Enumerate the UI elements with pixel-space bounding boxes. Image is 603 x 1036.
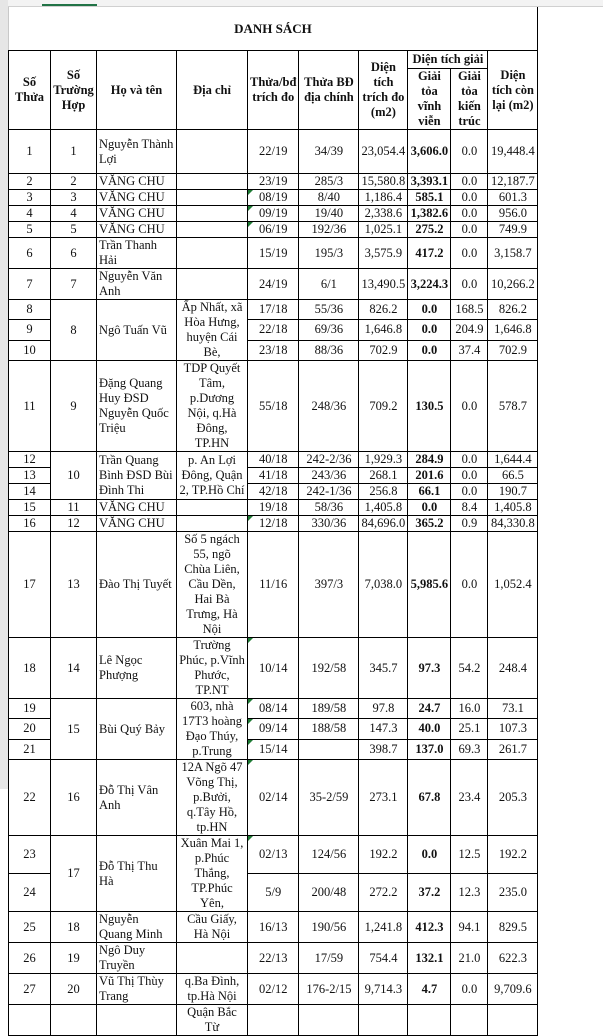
cell-ho-ten[interactable]: Bùi Quý Bảy — [97, 699, 177, 760]
cell-giai-toa-kien-truc[interactable]: 0.0 — [451, 361, 488, 452]
cell-dia-chi[interactable] — [177, 174, 248, 190]
cell-dien-tich-trich-do[interactable]: 1,646.8 — [359, 320, 408, 340]
cell-so-thua[interactable]: 18 — [9, 638, 51, 699]
cell-dien-tich-trich-do[interactable]: 1,186.4 — [359, 190, 408, 206]
cell-giai-toa-vinh-vien[interactable]: 585.1 — [408, 190, 451, 206]
cell-thua-trich-do[interactable]: 42/18 — [248, 484, 299, 500]
cell-thua-trich-do[interactable]: 23/18 — [248, 340, 299, 360]
cell-dien-tich-con-lai[interactable]: 622.3 — [488, 943, 538, 974]
cell-giai-toa-kien-truc[interactable]: 0.0 — [451, 468, 488, 484]
cell-ho-ten[interactable]: Ngô Duy Truyền — [97, 943, 177, 974]
cell-dien-tich-trich-do[interactable]: 702.9 — [359, 340, 408, 360]
cell-so-thua[interactable]: 1 — [9, 130, 51, 174]
cell-so-truong-hop[interactable]: 3 — [51, 190, 97, 206]
cell-dien-tich-con-lai[interactable]: 73.1 — [488, 699, 538, 719]
cell-thua-trich-do[interactable]: 40/18 — [248, 452, 299, 468]
cell-thua-trich-do[interactable]: 41/18 — [248, 468, 299, 484]
cell-thua-dia-chinh[interactable]: 242-1/36 — [299, 484, 359, 500]
land-table — [8, 7, 538, 1036]
cell-dia-chi[interactable]: Cầu Giấy, Hà Nội — [177, 912, 248, 943]
cell-dien-tich-con-lai[interactable]: 1,646.8 — [488, 320, 538, 340]
cell-thua-dia-chinh[interactable]: 35-2/59 — [299, 760, 359, 836]
cell-thua-dia-chinh[interactable]: 176-2/15 — [299, 974, 359, 1005]
cell-giai-toa-vinh-vien[interactable]: 275.2 — [408, 222, 451, 238]
table-row — [9, 516, 538, 532]
cell-thua-dia-chinh[interactable]: 69/36 — [299, 320, 359, 340]
header-so-thua: Số Thửa — [9, 51, 51, 130]
cell-so-thua[interactable]: 7 — [9, 269, 51, 300]
cell-giai-toa-vinh-vien[interactable]: 0.0 — [408, 500, 451, 516]
cell-dia-chi[interactable]: Xuân Mai 1, p.Phúc Thắng, TP.Phúc Yên, — [177, 836, 248, 912]
cell-thua-dia-chinh[interactable]: 124/56 — [299, 836, 359, 874]
cell-so-truong-hop[interactable]: 4 — [51, 206, 97, 222]
cell-giai-toa-kien-truc[interactable]: 23.4 — [451, 760, 488, 836]
cell-thua-trich-do[interactable]: 15/14 — [248, 739, 299, 759]
cell-dien-tich-trich-do[interactable]: 2,338.6 — [359, 206, 408, 222]
cell-so-thua[interactable]: 26 — [9, 943, 51, 974]
cell-thua-dia-chinh[interactable]: 190/56 — [299, 912, 359, 943]
table-row — [9, 269, 538, 300]
cell-dia-chi[interactable]: p. An Lợi Đông, Quận 2, TP.Hồ Chí — [177, 452, 248, 500]
cell-giai-toa-kien-truc[interactable]: 21.0 — [451, 943, 488, 974]
cell-dia-chi[interactable]: Ấp Nhất, xã Hòa Hưng, huyện Cái Bè, — [177, 300, 248, 361]
cell-ho-ten[interactable]: Vũ Thị Thùy Trang — [97, 974, 177, 1005]
table-row — [9, 699, 538, 719]
cell-so-truong-hop[interactable]: 18 — [51, 912, 97, 943]
cell-empty[interactable] — [408, 1005, 451, 1036]
cell-thua-dia-chinh[interactable]: 55/36 — [299, 300, 359, 320]
cell-ho-ten[interactable]: VĂNG CHU — [97, 174, 177, 190]
cell-dien-tich-trich-do[interactable]: 273.1 — [359, 760, 408, 836]
cell-so-truong-hop[interactable]: 14 — [51, 638, 97, 699]
cell-dia-chi[interactable] — [177, 238, 248, 269]
cell-so-thua[interactable]: 22 — [9, 760, 51, 836]
cell-thua-dia-chinh[interactable]: 8/40 — [299, 190, 359, 206]
cell-thua-dia-chinh[interactable]: 195/3 — [299, 238, 359, 269]
cell-giai-toa-kien-truc[interactable]: 0.0 — [451, 174, 488, 190]
cell-ho-ten[interactable]: Nguyễn Văn Anh — [97, 269, 177, 300]
cell-dien-tich-con-lai[interactable]: 235.0 — [488, 874, 538, 912]
cell-dien-tich-trich-do[interactable]: 3,575.9 — [359, 238, 408, 269]
cell-so-truong-hop[interactable]: 6 — [51, 238, 97, 269]
cell-dia-chi[interactable]: 603, nhà 17T3 hoàng Đạo Thúy, p.Trung — [177, 699, 248, 760]
table-row — [9, 974, 538, 1005]
cell-so-thua[interactable]: 4 — [9, 206, 51, 222]
table-row — [9, 452, 538, 468]
cell-ho-ten[interactable]: Ngô Tuấn Vũ — [97, 300, 177, 361]
table-row — [9, 532, 538, 638]
header-giai-toa-vinh-vien: Giải tỏa vĩnh viễn — [408, 69, 451, 130]
cell-dia-chi[interactable] — [177, 206, 248, 222]
cell-thua-dia-chinh[interactable]: 17/59 — [299, 943, 359, 974]
column-header-strip[interactable] — [8, 0, 603, 7]
cell-so-thua[interactable]: 5 — [9, 222, 51, 238]
cell-dien-tich-con-lai[interactable]: 1,644.4 — [488, 452, 538, 468]
cell-giai-toa-vinh-vien[interactable]: 3,393.1 — [408, 174, 451, 190]
cell-dien-tich-trich-do[interactable]: 256.8 — [359, 484, 408, 500]
cell-thua-trich-do[interactable]: 23/19 — [248, 174, 299, 190]
cell-giai-toa-vinh-vien[interactable]: 67.8 — [408, 760, 451, 836]
table-row — [9, 190, 538, 206]
cell-thua-trich-do[interactable]: 5/9 — [248, 874, 299, 912]
cell-dia-chi[interactable]: Quận Bắc Từ — [177, 1005, 248, 1036]
cell-giai-toa-kien-truc[interactable]: 0.0 — [451, 974, 488, 1005]
cell-giai-toa-kien-truc[interactable]: 168.5 — [451, 300, 488, 320]
cell-dia-chi[interactable]: q.Ba Đình, tp.Hà Nội — [177, 974, 248, 1005]
cell-thua-dia-chinh[interactable]: 189/58 — [299, 699, 359, 719]
header-giai-toa-kien-truc: Giải tỏa kiến trúc — [451, 69, 488, 130]
cell-thua-trich-do[interactable]: 55/18 — [248, 361, 299, 452]
cell-thua-dia-chinh[interactable]: 88/36 — [299, 340, 359, 360]
cell-giai-toa-vinh-vien[interactable]: 1,382.6 — [408, 206, 451, 222]
table-row — [9, 206, 538, 222]
cell-dien-tich-trich-do[interactable]: 268.1 — [359, 468, 408, 484]
cell-dien-tich-trich-do[interactable]: 15,580.8 — [359, 174, 408, 190]
cell-so-thua[interactable]: 25 — [9, 912, 51, 943]
cell-dien-tich-con-lai[interactable]: 19,448.4 — [488, 130, 538, 174]
cell-so-truong-hop[interactable]: 2 — [51, 174, 97, 190]
cell-giai-toa-kien-truc[interactable]: 0.0 — [451, 452, 488, 468]
cell-so-thua[interactable]: 20 — [9, 719, 51, 739]
cell-giai-toa-kien-truc[interactable]: 8.4 — [451, 500, 488, 516]
cell-giai-toa-vinh-vien[interactable]: 3,224.3 — [408, 269, 451, 300]
cell-giai-toa-kien-truc[interactable]: 12.5 — [451, 836, 488, 874]
cell-giai-toa-vinh-vien[interactable]: 132.1 — [408, 943, 451, 974]
cell-dia-chi[interactable]: Số 5 ngách 55, ngõ Chùa Liên, Cầu Dền, Hai Bà Trưng, Hà Nội — [177, 532, 248, 638]
cell-dien-tich-trich-do[interactable]: 7,038.0 — [359, 532, 408, 638]
cell-ho-ten[interactable]: Đỗ Thị Thu Hà — [97, 836, 177, 912]
cell-ho-ten[interactable]: Nguyễn Thành Lợi — [97, 130, 177, 174]
cell-so-truong-hop[interactable]: 17 — [51, 836, 97, 912]
cell-dien-tich-trich-do[interactable]: 754.4 — [359, 943, 408, 974]
cell-empty[interactable] — [248, 1005, 299, 1036]
cell-so-truong-hop[interactable]: 20 — [51, 974, 97, 1005]
table-row — [9, 760, 538, 836]
cell-so-thua[interactable]: 27 — [9, 974, 51, 1005]
cell-thua-trich-do[interactable]: 10/14 — [248, 638, 299, 699]
cell-giai-toa-vinh-vien[interactable]: 0.0 — [408, 836, 451, 874]
cell-giai-toa-kien-truc[interactable]: 0.0 — [451, 130, 488, 174]
cell-giai-toa-kien-truc[interactable]: 0.0 — [451, 206, 488, 222]
cell-so-thua[interactable]: 17 — [9, 532, 51, 638]
table-row — [9, 943, 538, 974]
cell-giai-toa-vinh-vien[interactable]: 284.9 — [408, 452, 451, 468]
table-row — [9, 300, 538, 320]
cell-thua-trich-do[interactable]: 02/13 — [248, 836, 299, 874]
cell-dien-tich-con-lai[interactable]: 107.3 — [488, 719, 538, 739]
cell-so-thua[interactable]: 11 — [9, 361, 51, 452]
cell-empty[interactable] — [51, 1005, 97, 1036]
cell-dien-tich-con-lai[interactable]: 190.7 — [488, 484, 538, 500]
cell-thua-trich-do[interactable]: 15/19 — [248, 238, 299, 269]
cell-giai-toa-kien-truc[interactable]: 12.3 — [451, 874, 488, 912]
cell-ho-ten[interactable]: Nguyễn Quang Minh — [97, 912, 177, 943]
cell-so-thua[interactable]: 16 — [9, 516, 51, 532]
cell-giai-toa-kien-truc[interactable]: 16.0 — [451, 699, 488, 719]
cell-so-truong-hop[interactable]: 1 — [51, 130, 97, 174]
table-row — [9, 836, 538, 874]
cell-thua-dia-chinh[interactable]: 242-2/36 — [299, 452, 359, 468]
cell-giai-toa-kien-truc[interactable]: 25.1 — [451, 719, 488, 739]
cell-dien-tich-trich-do[interactable]: 826.2 — [359, 300, 408, 320]
cell-dien-tich-con-lai[interactable]: 192.2 — [488, 836, 538, 874]
cell-dien-tich-trich-do[interactable]: 1,025.1 — [359, 222, 408, 238]
cell-dien-tich-trich-do[interactable]: 345.7 — [359, 638, 408, 699]
cell-thua-dia-chinh[interactable]: 6/1 — [299, 269, 359, 300]
cell-so-truong-hop[interactable]: 10 — [51, 452, 97, 500]
cell-so-thua[interactable]: 13 — [9, 468, 51, 484]
table-row — [9, 638, 538, 699]
cell-ho-ten[interactable]: Đào Thị Tuyết — [97, 532, 177, 638]
cell-giai-toa-kien-truc[interactable]: 204.9 — [451, 320, 488, 340]
cell-giai-toa-kien-truc[interactable]: 0.0 — [451, 269, 488, 300]
cell-giai-toa-kien-truc[interactable]: 37.4 — [451, 340, 488, 360]
cell-thua-dia-chinh[interactable]: 58/36 — [299, 500, 359, 516]
cell-so-thua[interactable]: 19 — [9, 699, 51, 719]
cell-thua-trich-do[interactable]: 08/14 — [248, 699, 299, 719]
cell-dien-tich-trich-do[interactable]: 192.2 — [359, 836, 408, 874]
cell-dien-tich-trich-do[interactable]: 147.3 — [359, 719, 408, 739]
cell-empty[interactable] — [488, 1005, 538, 1036]
cell-giai-toa-kien-truc[interactable]: 0.0 — [451, 238, 488, 269]
cell-ho-ten[interactable]: Đặng Quang Huy ĐSD Nguyễn Quốc Triệu — [97, 361, 177, 452]
cell-thua-dia-chinh[interactable]: 34/39 — [299, 130, 359, 174]
cell-thua-trich-do[interactable]: 02/14 — [248, 760, 299, 836]
cell-ho-ten[interactable]: Trần Thanh Hải — [97, 238, 177, 269]
cell-dien-tich-con-lai[interactable]: 956.0 — [488, 206, 538, 222]
cell-dien-tich-con-lai[interactable]: 9,709.6 — [488, 974, 538, 1005]
cell-giai-toa-vinh-vien[interactable]: 412.3 — [408, 912, 451, 943]
cell-dien-tich-trich-do[interactable]: 23,054.4 — [359, 130, 408, 174]
cell-ho-ten[interactable]: VĂNG CHU — [97, 190, 177, 206]
cell-thua-dia-chinh[interactable]: 248/36 — [299, 361, 359, 452]
cell-giai-toa-kien-truc[interactable]: 0.0 — [451, 532, 488, 638]
cell-ho-ten[interactable]: VĂNG CHU — [97, 206, 177, 222]
cell-so-truong-hop[interactable]: 15 — [51, 699, 97, 760]
cell-so-truong-hop[interactable]: 11 — [51, 500, 97, 516]
cell-dien-tich-con-lai[interactable]: 12,187.7 — [488, 174, 538, 190]
cell-dien-tich-trich-do[interactable]: 97.8 — [359, 699, 408, 719]
cell-thua-dia-chinh[interactable]: 192/36 — [299, 222, 359, 238]
table-row — [9, 912, 538, 943]
cell-thua-trich-do[interactable]: 22/19 — [248, 130, 299, 174]
cell-so-truong-hop[interactable]: 12 — [51, 516, 97, 532]
cell-dia-chi[interactable]: Trường Phúc, p.Vĩnh Phước, TP.NT — [177, 638, 248, 699]
cell-so-thua[interactable]: 9 — [9, 320, 51, 340]
cell-giai-toa-vinh-vien[interactable]: 130.5 — [408, 361, 451, 452]
cell-so-thua[interactable]: 14 — [9, 484, 51, 500]
sheet-title: DANH SÁCH — [9, 7, 538, 51]
cell-so-truong-hop[interactable]: 13 — [51, 532, 97, 638]
cell-dien-tich-con-lai[interactable]: 84,330.8 — [488, 516, 538, 532]
cell-dien-tich-trich-do[interactable]: 84,696.0 — [359, 516, 408, 532]
header-so-truong-hop: Số Trường Hợp — [51, 51, 97, 130]
cell-dien-tich-con-lai[interactable]: 702.9 — [488, 340, 538, 360]
cell-empty[interactable] — [451, 1005, 488, 1036]
cell-dien-tich-trich-do[interactable]: 398.7 — [359, 739, 408, 759]
table-row — [9, 174, 538, 190]
cell-so-truong-hop[interactable]: 16 — [51, 760, 97, 836]
cell-thua-trich-do[interactable]: 22/13 — [248, 943, 299, 974]
cell-so-thua[interactable]: 2 — [9, 174, 51, 190]
cell-ho-ten[interactable]: Lê Ngọc Phượng — [97, 638, 177, 699]
cell-empty[interactable] — [97, 1005, 177, 1036]
cell-ho-ten[interactable]: VĂNG CHU — [97, 222, 177, 238]
cell-dien-tich-trich-do[interactable]: 709.2 — [359, 361, 408, 452]
cell-giai-toa-vinh-vien[interactable]: 0.0 — [408, 340, 451, 360]
cell-giai-toa-kien-truc[interactable]: 0.0 — [451, 190, 488, 206]
spreadsheet — [8, 7, 538, 1036]
cell-dia-chi[interactable] — [177, 269, 248, 300]
table-row — [9, 222, 538, 238]
cell-ho-ten[interactable]: Trần Quang Bình ĐSD Bùi Đình Thi — [97, 452, 177, 500]
cell-thua-dia-chinh[interactable] — [299, 739, 359, 759]
cell-thua-dia-chinh[interactable]: 200/48 — [299, 874, 359, 912]
cell-giai-toa-vinh-vien[interactable]: 37.2 — [408, 874, 451, 912]
cell-giai-toa-kien-truc[interactable]: 94.1 — [451, 912, 488, 943]
cell-giai-toa-vinh-vien[interactable]: 137.0 — [408, 739, 451, 759]
cell-giai-toa-vinh-vien[interactable]: 365.2 — [408, 516, 451, 532]
table-row-partial — [9, 1005, 538, 1036]
cell-empty[interactable] — [9, 1005, 51, 1036]
cell-thua-trich-do[interactable]: 17/18 — [248, 300, 299, 320]
cell-dien-tich-con-lai[interactable]: 66.5 — [488, 468, 538, 484]
cell-thua-dia-chinh[interactable]: 285/3 — [299, 174, 359, 190]
cell-so-truong-hop[interactable]: 9 — [51, 361, 97, 452]
header-ho-ten: Họ và tên — [97, 51, 177, 130]
cell-so-thua[interactable]: 15 — [9, 500, 51, 516]
cell-thua-dia-chinh[interactable]: 243/36 — [299, 468, 359, 484]
cell-dien-tich-con-lai[interactable]: 826.2 — [488, 300, 538, 320]
cell-empty[interactable] — [359, 1005, 408, 1036]
cell-dia-chi[interactable] — [177, 130, 248, 174]
cell-thua-dia-chinh[interactable]: 192/58 — [299, 638, 359, 699]
cell-thua-trich-do[interactable]: 09/19 — [248, 206, 299, 222]
cell-so-thua[interactable]: 12 — [9, 452, 51, 468]
cell-giai-toa-vinh-vien[interactable]: 417.2 — [408, 238, 451, 269]
cell-thua-trich-do[interactable]: 09/14 — [248, 719, 299, 739]
cell-giai-toa-vinh-vien[interactable]: 201.6 — [408, 468, 451, 484]
cell-giai-toa-kien-truc[interactable]: 0.0 — [451, 484, 488, 500]
cell-thua-trich-do[interactable]: 06/19 — [248, 222, 299, 238]
cell-thua-dia-chinh[interactable]: 188/58 — [299, 719, 359, 739]
cell-dien-tich-trich-do[interactable]: 1,929.3 — [359, 452, 408, 468]
header-dien-tich-con-lai: Diện tích còn lại (m2) — [488, 51, 538, 130]
cell-giai-toa-kien-truc[interactable]: 0.9 — [451, 516, 488, 532]
cell-ho-ten[interactable]: Đỗ Thị Vân Anh — [97, 760, 177, 836]
cell-dien-tich-trich-do[interactable]: 1,241.8 — [359, 912, 408, 943]
cell-giai-toa-vinh-vien[interactable]: 66.1 — [408, 484, 451, 500]
header-dia-chi: Địa chỉ — [177, 51, 248, 130]
cell-thua-trich-do[interactable]: 19/18 — [248, 500, 299, 516]
cell-giai-toa-kien-truc[interactable]: 69.3 — [451, 739, 488, 759]
cell-giai-toa-vinh-vien[interactable]: 0.0 — [408, 300, 451, 320]
cell-empty[interactable] — [299, 1005, 359, 1036]
cell-giai-toa-vinh-vien[interactable]: 97.3 — [408, 638, 451, 699]
cell-so-thua[interactable]: 21 — [9, 739, 51, 759]
cell-dia-chi[interactable]: 12A Ngõ 47 Võng Thị, p.Bưởi, q.Tây Hồ, tp.HN — [177, 760, 248, 836]
cell-ho-ten[interactable]: VĂNG CHU — [97, 500, 177, 516]
cell-giai-toa-vinh-vien[interactable]: 4.7 — [408, 974, 451, 1005]
cell-so-thua[interactable]: 6 — [9, 238, 51, 269]
cell-giai-toa-vinh-vien[interactable]: 5,985.6 — [408, 532, 451, 638]
cell-dien-tich-con-lai[interactable]: 248.4 — [488, 638, 538, 699]
cell-thua-dia-chinh[interactable]: 19/40 — [299, 206, 359, 222]
header-thua-trich-do: Thửa/bđ trích đo — [248, 51, 299, 130]
cell-dien-tich-trich-do[interactable]: 1,405.8 — [359, 500, 408, 516]
table-row — [9, 500, 538, 516]
cell-so-thua[interactable]: 3 — [9, 190, 51, 206]
cell-thua-trich-do[interactable]: 02/12 — [248, 974, 299, 1005]
cell-so-truong-hop[interactable]: 19 — [51, 943, 97, 974]
selected-column-indicator — [42, 4, 97, 6]
cell-thua-trich-do[interactable]: 22/18 — [248, 320, 299, 340]
cell-dien-tich-con-lai[interactable]: 601.3 — [488, 190, 538, 206]
cell-dia-chi[interactable]: TDP Quyết Tâm, p.Dương Nội, q.Hà Đông, TP.HN — [177, 361, 248, 452]
cell-giai-toa-kien-truc[interactable]: 54.2 — [451, 638, 488, 699]
cell-so-thua[interactable]: 24 — [9, 874, 51, 912]
cell-giai-toa-vinh-vien[interactable]: 3,606.0 — [408, 130, 451, 174]
cell-so-truong-hop[interactable]: 7 — [51, 269, 97, 300]
table-row — [9, 130, 538, 174]
cell-thua-trich-do[interactable]: 11/16 — [248, 532, 299, 638]
cell-giai-toa-kien-truc[interactable]: 0.0 — [451, 222, 488, 238]
cell-thua-trich-do[interactable]: 24/19 — [248, 269, 299, 300]
cell-dien-tich-con-lai[interactable]: 1,405.8 — [488, 500, 538, 516]
cell-dien-tich-trich-do[interactable]: 13,490.5 — [359, 269, 408, 300]
cell-dien-tich-trich-do[interactable]: 272.2 — [359, 874, 408, 912]
header-thua-dia-chinh: Thửa BĐ địa chính — [299, 51, 359, 130]
cell-so-truong-hop[interactable]: 8 — [51, 300, 97, 361]
cell-so-thua[interactable]: 8 — [9, 300, 51, 320]
cell-dien-tich-con-lai[interactable]: 3,158.7 — [488, 238, 538, 269]
table-row — [9, 361, 538, 452]
cell-dien-tich-con-lai[interactable]: 829.5 — [488, 912, 538, 943]
cell-dien-tich-con-lai[interactable]: 749.9 — [488, 222, 538, 238]
cell-dien-tich-con-lai[interactable]: 10,266.2 — [488, 269, 538, 300]
cell-giai-toa-vinh-vien[interactable]: 24.7 — [408, 699, 451, 719]
cell-dien-tich-con-lai[interactable]: 1,052.4 — [488, 532, 538, 638]
cell-dia-chi[interactable] — [177, 516, 248, 532]
cell-so-thua[interactable]: 23 — [9, 836, 51, 874]
cell-so-thua[interactable]: 10 — [9, 340, 51, 360]
cell-dia-chi[interactable] — [177, 943, 248, 974]
cell-thua-dia-chinh[interactable]: 330/36 — [299, 516, 359, 532]
table-row — [9, 238, 538, 269]
cell-dien-tich-con-lai[interactable]: 578.7 — [488, 361, 538, 452]
cell-thua-trich-do[interactable]: 08/19 — [248, 190, 299, 206]
cell-dia-chi[interactable] — [177, 190, 248, 206]
cell-dia-chi[interactable] — [177, 222, 248, 238]
cell-so-truong-hop[interactable]: 5 — [51, 222, 97, 238]
header-dien-tich-giai: Diện tích giải — [408, 51, 488, 69]
cell-dien-tich-con-lai[interactable]: 261.7 — [488, 739, 538, 759]
cell-giai-toa-vinh-vien[interactable]: 0.0 — [408, 320, 451, 340]
cell-dia-chi[interactable] — [177, 500, 248, 516]
cell-giai-toa-vinh-vien[interactable]: 40.0 — [408, 719, 451, 739]
cell-dien-tich-trich-do[interactable]: 9,714.3 — [359, 974, 408, 1005]
cell-thua-trich-do[interactable]: 12/18 — [248, 516, 299, 532]
cell-ho-ten[interactable]: VĂNG CHU — [97, 516, 177, 532]
cell-dien-tich-con-lai[interactable]: 205.3 — [488, 760, 538, 836]
cell-thua-dia-chinh[interactable]: 397/3 — [299, 532, 359, 638]
header-dien-tich-trich-do: Diện tích trích đo (m2) — [359, 51, 408, 130]
cell-thua-trich-do[interactable]: 16/13 — [248, 912, 299, 943]
